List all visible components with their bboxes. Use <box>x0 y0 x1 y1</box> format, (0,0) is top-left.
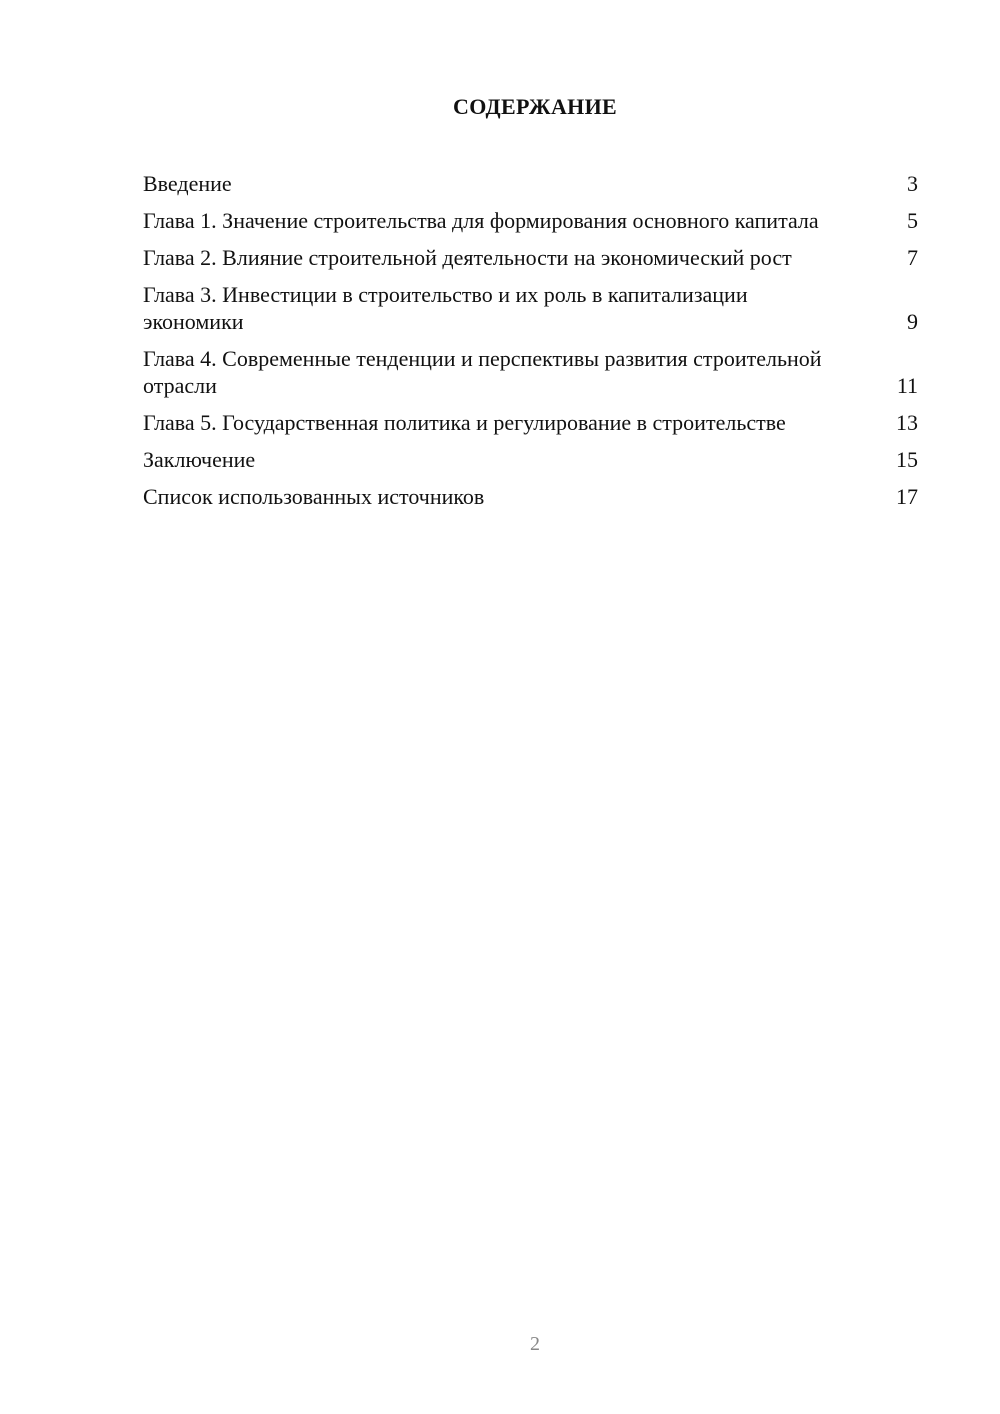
page-number: 2 <box>530 1333 540 1355</box>
toc-entry-introduction[interactable] <box>143 170 918 197</box>
toc-entry-page: 15 <box>896 447 918 472</box>
toc-entry-text: Глава 3. Инвестиции в строительство и их роль в капитализации экономики <box>143 282 748 334</box>
toc-entry-chapter-2[interactable] <box>143 244 918 271</box>
toc-entry-page: 17 <box>896 484 918 509</box>
toc-entry-conclusion[interactable] <box>143 446 918 473</box>
table-of-contents <box>143 170 918 520</box>
toc-entry-text: Введение <box>143 171 232 196</box>
toc-entry-chapter-5[interactable] <box>143 409 918 436</box>
toc-entry-text: Заключение <box>143 447 256 472</box>
toc-entry-page: 9 <box>907 309 918 334</box>
toc-entry-chapter-3[interactable] <box>143 281 918 335</box>
toc-entry-page: 5 <box>907 208 918 233</box>
toc-entry-text: Глава 1. Значение строительства для формирования основного капитала <box>143 208 819 233</box>
toc-entry-chapter-4[interactable] <box>143 345 918 399</box>
toc-entry-text: Глава 2. Влияние строительной деятельности на экономический рост <box>143 245 792 270</box>
toc-entry-text: Список использованных источников <box>143 484 485 509</box>
toc-title: СОДЕРЖАНИЕ <box>453 94 617 119</box>
toc-entry-chapter-1[interactable] <box>143 207 918 234</box>
toc-entry-text: Глава 5. Государственная политика и регулирование в строительстве <box>143 410 786 435</box>
toc-entry-page: 11 <box>896 373 918 398</box>
toc-entry-page: 13 <box>896 410 918 435</box>
toc-entry-text: Глава 4. Современные тенденции и перспективы развития строительной отрасли <box>143 346 822 398</box>
toc-entry-page: 3 <box>907 171 918 196</box>
toc-entry-page: 7 <box>907 245 918 270</box>
toc-entry-references[interactable] <box>143 483 918 510</box>
